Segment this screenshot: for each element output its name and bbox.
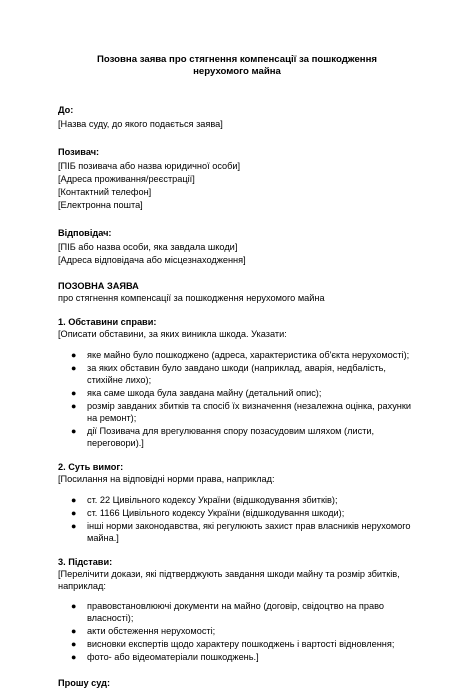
request-heading: Прошу суд: xyxy=(58,678,111,689)
plaintiff-label: Позивач: xyxy=(58,146,100,157)
circumstances-intro: [Описати обставини, за яких виникла шкода. Указати: xyxy=(58,329,287,340)
to-block xyxy=(58,105,416,131)
list-item: ● акти обстеження нерухомості; xyxy=(71,626,216,637)
bullet-icon: ● xyxy=(71,401,77,412)
defendant-block xyxy=(58,228,416,267)
plaintiff-name-line: [ПІБ позивача або назва юридичної особи] xyxy=(58,160,241,171)
circumstances-list xyxy=(58,350,416,450)
document-title: Позовна заява про стягнення компенсації за пошкодження нерухомого майна xyxy=(97,54,377,78)
bullet-icon: ● xyxy=(71,507,77,518)
bullet-icon: ● xyxy=(71,494,77,505)
plaintiff-email-line: [Електронна пошта] xyxy=(58,199,143,210)
list-item: ● ст. 22 Цивільного кодексу України (відшкодування збитків); xyxy=(71,494,338,505)
defendant-name-line: [ПІБ або назва особи, яка завдала шкоди] xyxy=(58,241,238,252)
list-item: ● інші норми законодавства, які регулюють захист прав власників нерухомого майна.] xyxy=(71,520,411,543)
bullet-icon: ● xyxy=(71,639,77,650)
defendant-label: Відповідач: xyxy=(58,227,112,238)
grounds-intro: [Перелічити докази, які підтверджують завдання шкоди майну та розмір збитків, наприклад: xyxy=(58,568,400,591)
bullet-icon: ● xyxy=(71,520,77,531)
plaintiff-block xyxy=(58,147,416,212)
bullet-icon: ● xyxy=(71,388,77,399)
grounds-list xyxy=(58,601,416,664)
claims-intro: [Посилання на відповідні норми права, наприклад: xyxy=(58,473,275,484)
list-item: ● правовстановлюючі документи на майно (договір, свідоцтво на право власності); xyxy=(71,601,384,624)
plaintiff-phone-line: [Контактний телефон] xyxy=(58,186,152,197)
list-item: ● фото- або відеоматеріали пошкоджень.] xyxy=(71,652,259,663)
bullet-icon: ● xyxy=(71,426,77,436)
defendant-address-line: [Адреса відповідача або місцезнаходження] xyxy=(58,254,246,265)
list-item: ● за яких обставин було завдано шкоди (наприклад, аварія, недбалість, стихійне лихо); xyxy=(71,363,386,386)
list-item: ● дії Позивача для врегулювання спору позасудовим шляхом (листи, переговори).] xyxy=(71,426,375,448)
bullet-icon: ● xyxy=(71,350,77,361)
list-item: ● висновки експертів щодо характеру пошкоджень і вартості відновлення; xyxy=(71,639,395,650)
claims-heading: 2. Суть вимог: xyxy=(58,461,124,472)
claims-list xyxy=(58,495,416,545)
claim-subtitle: про стягнення компенсації за пошкодження нерухомого майна xyxy=(58,293,325,304)
list-item: ● ст. 1166 Цивільного кодексу України (відшкодування шкоди); xyxy=(71,507,345,518)
circumstances-heading: 1. Обставини справи: xyxy=(58,317,157,328)
claim-heading: ПОЗОВНА ЗАЯВА xyxy=(58,281,139,292)
bullet-icon: ● xyxy=(71,601,77,612)
list-item: ● розмір завданих збитків та спосіб їх визначення (незалежна оцінка, рахунки на ремонт); xyxy=(71,401,412,424)
grounds-heading: 3. Підстави: xyxy=(58,556,113,567)
to-label: До: xyxy=(58,104,74,115)
plaintiff-address-line: [Адреса проживання/реєстрації] xyxy=(58,173,195,184)
list-item: ● яка саме шкода була завдана майну (детальний опис); xyxy=(71,388,322,399)
bullet-icon: ● xyxy=(71,626,77,637)
to-court-line: [Назва суду, до якого подається заява] xyxy=(58,118,223,129)
list-item: ● яке майно було пошкоджено (адреса, характеристика об'єкта нерухомості); xyxy=(71,350,410,361)
bullet-icon: ● xyxy=(71,363,77,374)
bullet-icon: ● xyxy=(71,652,77,663)
